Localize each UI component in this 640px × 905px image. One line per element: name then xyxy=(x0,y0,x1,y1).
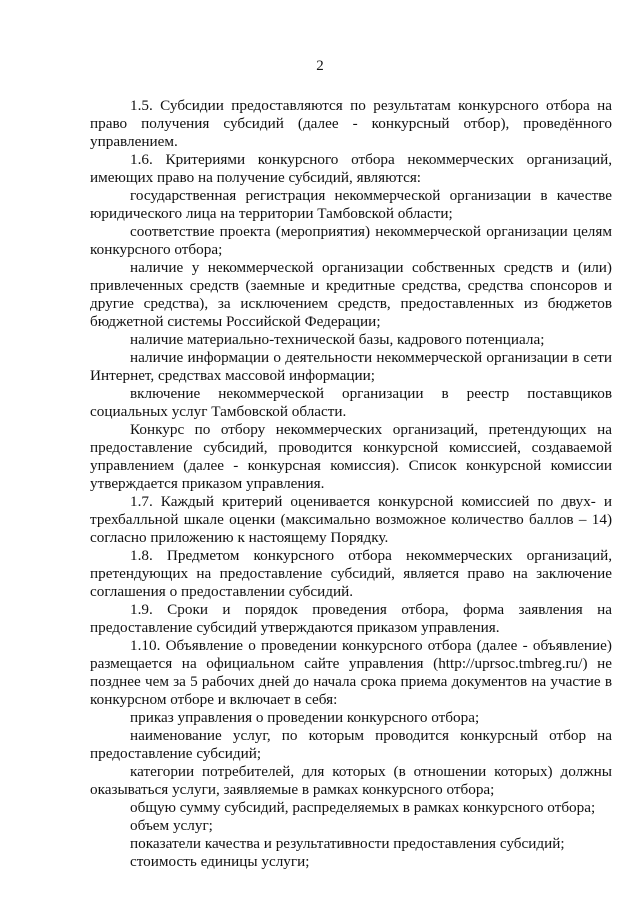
paragraph: Конкурс по отбору некоммерческих организаций, претендующих на предоставление субсидий, проводится конкурсной комиссией, создаваемой управлением (далее - конкурсная комиссия). Список конкурсной комиссии утверждается приказом управления. xyxy=(90,421,612,492)
page-number: 2 xyxy=(316,58,324,74)
paragraph: наличие информации о деятельности некоммерческой организации в сети Интернет, средствах массовой информации; xyxy=(90,349,612,384)
paragraph: 1.9. Сроки и порядок проведения отбора, форма заявления на предоставление субсидий утверждаются приказом управления. xyxy=(90,601,612,636)
paragraph: включение некоммерческой организации в реестр поставщиков социальных услуг Тамбовской области. xyxy=(90,385,612,420)
paragraph: наименование услуг, по которым проводится конкурсный отбор на предоставление субсидий; xyxy=(90,727,612,762)
paragraph: 1.5. Субсидии предоставляются по результатам конкурсного отбора на право получения субсидий (далее - конкурсный отбор), проведённого управлением. xyxy=(90,97,612,150)
paragraph: соответствие проекта (мероприятия) некоммерческой организации целям конкурсного отбора; xyxy=(90,223,612,258)
paragraph: стоимость единицы услуги; xyxy=(130,853,310,870)
paragraph: 1.8. Предметом конкурсного отбора некоммерческих организаций, претендующих на предоставление субсидий, является право на заключение соглашения о предоставлении субсидий. xyxy=(90,547,612,600)
paragraph: приказ управления о проведении конкурсного отбора; xyxy=(130,709,480,726)
paragraph: государственная регистрация некоммерческой организации в качестве юридического лица на территории Тамбовской области; xyxy=(90,187,612,222)
paragraph: категории потребителей, для которых (в отношении которых) должны оказываться услуги, заявляемые в рамках конкурсного отбора; xyxy=(90,763,612,798)
paragraph: наличие материально-технической базы, кадрового потенциала; xyxy=(130,331,545,348)
paragraph: 1.6. Критериями конкурсного отбора некоммерческих организаций, имеющих право на получение субсидий, являются: xyxy=(90,151,612,186)
paragraph: 1.7. Каждый критерий оценивается конкурсной комиссией по двух- и трехбалльной шкале оценки (максимально возможное количество баллов – 14) согласно приложению к настоящему Порядку. xyxy=(90,493,612,546)
document-body xyxy=(90,97,612,871)
paragraph: наличие у некоммерческой организации собственных средств и (или) привлеченных средств (заемные и кредитные средства, средства спонсоров и другие средства), за исключением средств, предоставленных из бюджетов бюджетной системы Российской Федерации; xyxy=(90,259,612,330)
paragraph: 1.10. Объявление о проведении конкурсного отбора (далее - объявление) размещается на официальном сайте управления (http://uprsoc.tmbreg.ru/) не позднее чем за 5 рабочих дней до начала срока приема документов на участие в конкурсном отборе и включает в себя: xyxy=(90,637,612,708)
paragraph: объем услуг; xyxy=(130,817,213,834)
paragraph: показатели качества и результативности предоставления субсидий; xyxy=(130,835,565,852)
paragraph: общую сумму субсидий, распределяемых в рамках конкурсного отбора; xyxy=(130,799,596,816)
